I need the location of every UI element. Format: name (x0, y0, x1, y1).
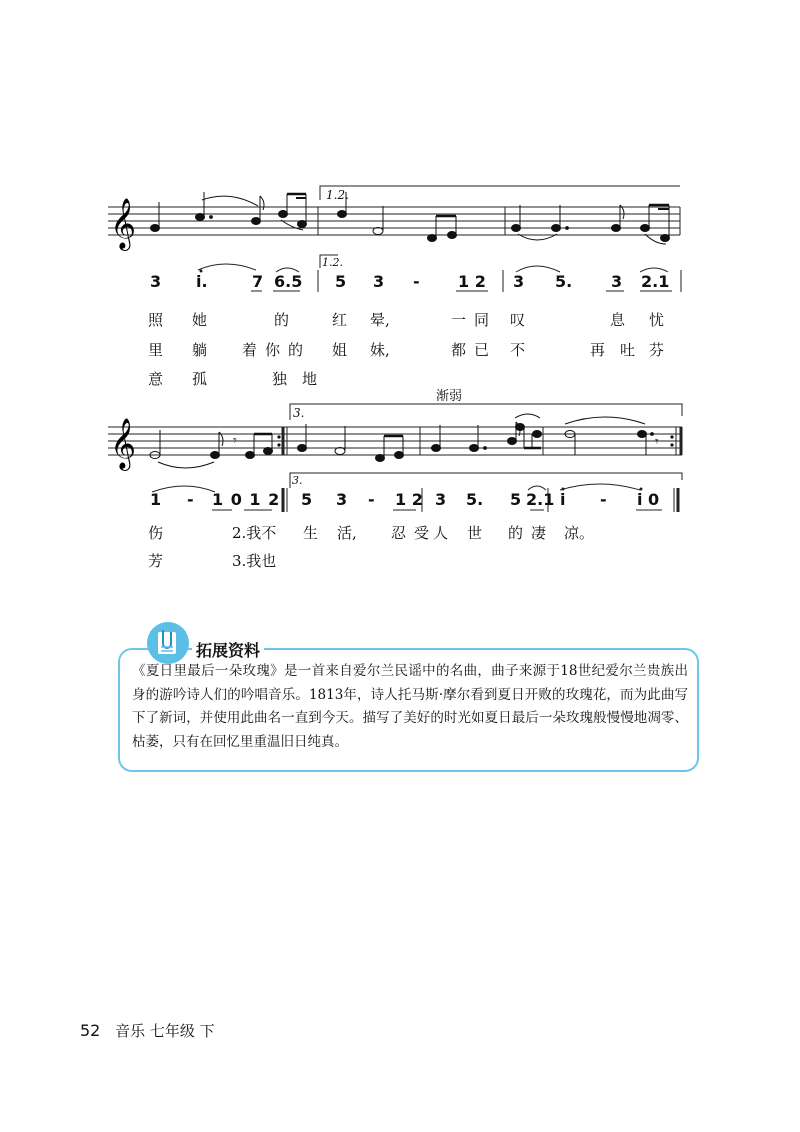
jianpu-note: 3 (150, 272, 162, 291)
page-number: 52 (80, 1021, 101, 1040)
jianpu-note: 1 (150, 490, 162, 509)
svg-text:𝄾: 𝄾 (233, 433, 237, 449)
jianpu-note: 7 (252, 272, 264, 291)
lyric-char: 红 (332, 311, 348, 329)
lyric-char: 妹, (370, 341, 390, 359)
lyric-char: 她 (192, 311, 208, 329)
jianpu-note: - (600, 490, 607, 509)
jianpu-note: 5. (466, 490, 484, 509)
lyric-char: 照 (148, 311, 164, 329)
lyric-char: 3.我也 (232, 552, 277, 570)
jianpu-note: 2.1 (641, 272, 670, 291)
page-footer (80, 1020, 215, 1041)
lyric-char: 忍受 (391, 524, 438, 542)
lyric-char: 都已 (451, 341, 498, 359)
jianpu-row-1 (0, 272, 800, 296)
volta-label-jianpu-1: 1.2. (322, 256, 343, 269)
lyric-char: 的 (274, 311, 290, 329)
lyric-char: 伤 (148, 524, 164, 542)
treble-clef-icon: 𝄞 (110, 418, 137, 469)
volta-label-staff-1: 1.2. (326, 188, 349, 202)
lyric-char: 生 (303, 524, 319, 542)
notes-system2 (150, 422, 659, 462)
lyric-char: 人 (433, 524, 449, 542)
treble-clef-icon: 𝄞 (110, 198, 137, 249)
book-title: 音乐 七年级 下 (115, 1022, 215, 1040)
jianpu-note: - (187, 490, 194, 509)
lyric-char: 再 (590, 341, 606, 359)
lyric-char: 晕, (370, 311, 390, 329)
lyric-char: 一同 (451, 311, 498, 329)
lyric-char: 叹 (510, 311, 526, 329)
jianpu-note: 3 (513, 272, 525, 291)
lyric-char: 芬 (649, 341, 665, 359)
jianpu-note: - (368, 490, 375, 509)
jianpu-note: 6.5 (274, 272, 303, 291)
lyric-char: 地 (302, 370, 318, 388)
lyric-char: 不 (510, 341, 526, 359)
jianpu-note: i (560, 490, 566, 509)
jianpu-note: 3 (435, 490, 447, 509)
jianpu-note: 5. (555, 272, 573, 291)
extension-title: 拓展资料 (192, 638, 264, 661)
notes-system1 (151, 192, 670, 242)
jianpu-row-2 (0, 490, 800, 514)
jianpu-note: i 0 (637, 490, 660, 509)
jianpu-note: 5 (510, 490, 522, 509)
lyric-char: 里 (148, 341, 164, 359)
extension-text: 《夏日里最后一朵玫瑰》是一首来自爱尔兰民谣中的名曲，曲子来源于18世纪爱尔兰贵族出身的游吟诗人们的吟唱音乐。1813年，诗人托马斯·摩尔看到夏日开败的玫瑰花，而为此曲写下了新词，并使用此曲名一直到今天。描写了美好的时光如夏日最后一朵玫瑰般慢慢地凋零、枯萎，只有在回忆里重温旧日纯真。 (132, 663, 688, 750)
dynamic-marking: 渐弱 (436, 389, 463, 404)
lyric-char: 着你的 (242, 341, 312, 359)
lyric-char: 忧 (649, 311, 665, 329)
jianpu-note: 3 (611, 272, 623, 291)
lyric-char: 意 (148, 370, 164, 388)
jianpu-note: 1 2 (395, 490, 423, 509)
volta-label-staff-2: 3. (293, 406, 305, 420)
jianpu-note: 1 2 (458, 272, 486, 291)
jianpu-note: 3 (336, 490, 348, 509)
staff-lines-system1 (108, 207, 680, 235)
lyric-char: 躺 (192, 341, 208, 359)
jianpu-note: 5 (301, 490, 313, 509)
svg-text:𝄾: 𝄾 (655, 434, 659, 450)
jianpu-note: 5 (335, 272, 347, 291)
lyric-char: 姐 (332, 341, 348, 359)
staff-lines-system2 (108, 427, 682, 455)
lyric-char: 芳 (148, 552, 164, 570)
volta-label-jianpu-2: 3. (292, 474, 303, 487)
lyric-char: 活, (337, 524, 357, 542)
lyric-char: 凉。 (564, 524, 595, 542)
jianpu-note: 3 (373, 272, 385, 291)
lyric-char: 的凄 (508, 524, 555, 542)
jianpu-note: - (413, 272, 420, 291)
jianpu-note: i. (196, 272, 208, 291)
lyric-char: 孤 (192, 370, 208, 388)
lyric-char: 2.我不 (232, 524, 277, 542)
jianpu-note: 1 0 1 2 (212, 490, 281, 509)
lyric-char: 吐 (620, 341, 636, 359)
lyric-char: 世 (467, 524, 483, 542)
jianpu-note: 2.1 (526, 490, 555, 509)
lyric-char: 独 (272, 370, 288, 388)
lyric-char: 息 (610, 311, 626, 329)
